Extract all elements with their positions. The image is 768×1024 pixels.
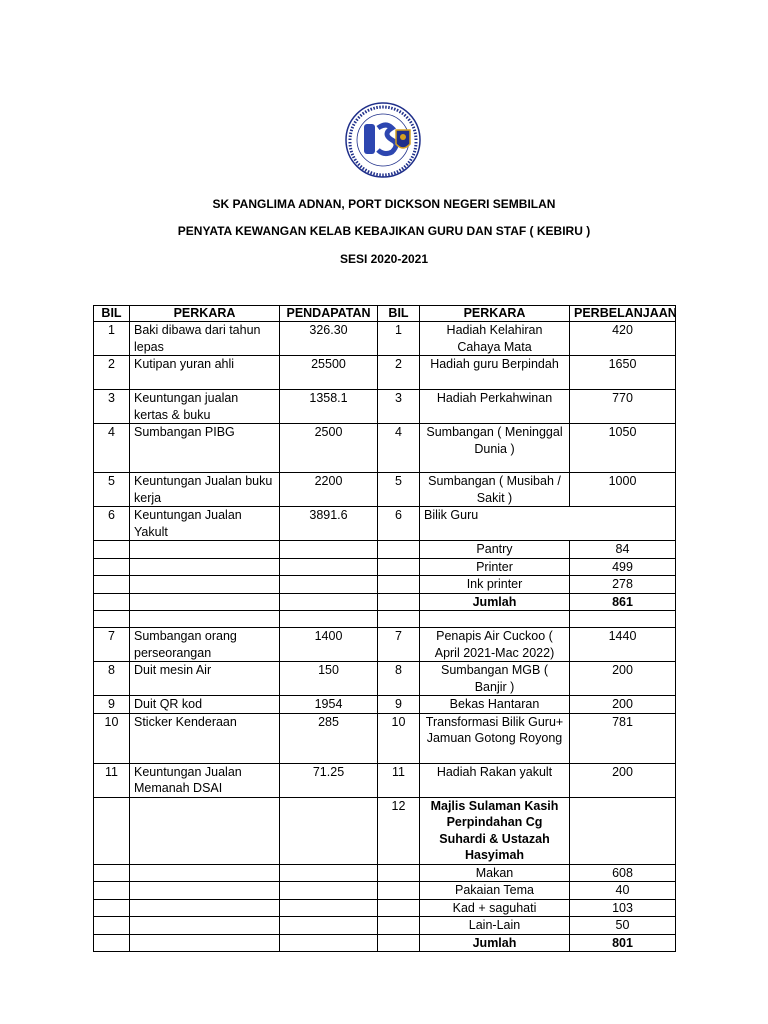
subitem-perkara: Pantry xyxy=(420,541,570,559)
subtotal-amount: 861 xyxy=(570,593,676,611)
income-bil: 11 xyxy=(94,763,130,797)
income-bil: 4 xyxy=(94,424,130,473)
school-logo xyxy=(336,100,430,180)
col-perkara-expense: PERKARA xyxy=(420,306,570,322)
expense-bil: 2 xyxy=(378,356,420,390)
expense-perkara: Sumbangan ( Musibah / Sakit ) xyxy=(420,473,570,507)
expense-amount: 1000 xyxy=(570,473,676,507)
table-row xyxy=(94,797,676,864)
income-bil: 8 xyxy=(94,662,130,696)
income-perkara: Duit mesin Air xyxy=(130,662,280,696)
col-pendapatan: PENDAPATAN xyxy=(280,306,378,322)
table-row xyxy=(94,473,676,507)
table-row xyxy=(94,507,676,541)
subitem-amount: 103 xyxy=(570,899,676,917)
table-row xyxy=(94,390,676,424)
col-perbelanjaan: PERBELANJAAN xyxy=(570,306,676,322)
table-header-row xyxy=(94,306,676,322)
income-bil: 6 xyxy=(94,507,130,541)
expense-bil: 4 xyxy=(378,424,420,473)
expense-bil: 1 xyxy=(378,322,420,356)
table-row xyxy=(94,356,676,390)
expense-perkara: Bekas Hantaran xyxy=(420,696,570,714)
school-title: SK PANGLIMA ADNAN, PORT DICKSON NEGERI SEMBILAN xyxy=(212,197,556,211)
expense-amount: 781 xyxy=(570,713,676,763)
income-amount: 2200 xyxy=(280,473,378,507)
expense-amount xyxy=(570,507,676,541)
income-perkara: Keuntungan Jualan Memanah DSAI xyxy=(130,763,280,797)
income-amount: 25500 xyxy=(280,356,378,390)
expense-perkara: Hadiah Rakan yakult xyxy=(420,763,570,797)
expense-amount: 200 xyxy=(570,696,676,714)
expense-amount: 1050 xyxy=(570,424,676,473)
expense-perkara: Hadiah Kelahiran Cahaya Mata xyxy=(420,322,570,356)
expense-perkara: Transformasi Bilik Guru+ Jamuan Gotong Royong xyxy=(420,713,570,763)
expense-bil: 6 xyxy=(378,507,420,541)
subtotal-row xyxy=(94,593,676,611)
expense-perkara: Sumbangan MGB ( Banjir ) xyxy=(420,662,570,696)
subitem-amount: 50 xyxy=(570,917,676,935)
statement-title: PENYATA KEWANGAN KELAB KEBAJIKAN GURU DAN STAF ( KEBIRU ) xyxy=(177,224,591,238)
subitem-amount: 608 xyxy=(570,864,676,882)
expense-bil: 8 xyxy=(378,662,420,696)
income-bil: 7 xyxy=(94,628,130,662)
income-amount: 150 xyxy=(280,662,378,696)
subitem-amount: 278 xyxy=(570,576,676,594)
subitem-row xyxy=(94,864,676,882)
subitem-amount: 84 xyxy=(570,541,676,559)
table-row xyxy=(94,713,676,763)
expense-amount: 770 xyxy=(570,390,676,424)
expense-bil: 11 xyxy=(378,763,420,797)
expense-perkara: Sumbangan ( Meninggal Dunia ) xyxy=(420,424,570,473)
income-amount: 2500 xyxy=(280,424,378,473)
income-perkara: Keuntungan jualan kertas & buku xyxy=(130,390,280,424)
expense-perkara: Hadiah guru Berpindah xyxy=(420,356,570,390)
income-amount: 1400 xyxy=(280,628,378,662)
income-bil: 9 xyxy=(94,696,130,714)
subitem-amount: 499 xyxy=(570,558,676,576)
subitem-row xyxy=(94,541,676,559)
income-amount: 3891.6 xyxy=(280,507,378,541)
income-bil: 1 xyxy=(94,322,130,356)
income-amount: 71.25 xyxy=(280,763,378,797)
subitem-perkara: Makan xyxy=(420,864,570,882)
expense-perkara: Penapis Air Cuckoo ( April 2021-Mac 2022) xyxy=(420,628,570,662)
income-bil: 5 xyxy=(94,473,130,507)
subitem-perkara: Kad + saguhati xyxy=(420,899,570,917)
table-row xyxy=(94,628,676,662)
income-perkara: Sumbangan orang perseorangan xyxy=(130,628,280,662)
income-perkara: Kutipan yuran ahli xyxy=(130,356,280,390)
expense-bil: 3 xyxy=(378,390,420,424)
income-perkara: Baki dibawa dari tahun lepas xyxy=(130,322,280,356)
empty-row xyxy=(94,611,676,628)
expense-bil: 7 xyxy=(378,628,420,662)
subtotal-label: Jumlah xyxy=(420,593,570,611)
income-perkara: Duit QR kod xyxy=(130,696,280,714)
expense-amount: 200 xyxy=(570,763,676,797)
income-perkara: Keuntungan Jualan Yakult xyxy=(130,507,280,541)
table-row xyxy=(94,763,676,797)
subtotal-row xyxy=(94,934,676,952)
subitem-amount: 40 xyxy=(570,882,676,900)
expense-bil: 9 xyxy=(378,696,420,714)
table-row xyxy=(94,322,676,356)
table-row xyxy=(94,424,676,473)
subitem-row xyxy=(94,882,676,900)
income-amount: 1358.1 xyxy=(280,390,378,424)
expense-bil: 12 xyxy=(378,797,420,864)
col-bil-income: BIL xyxy=(94,306,130,322)
subitem-perkara: Printer xyxy=(420,558,570,576)
subitem-row xyxy=(94,558,676,576)
col-perkara-income: PERKARA xyxy=(130,306,280,322)
expense-perkara: Majlis Sulaman Kasih Perpindahan Cg Suhardi & Ustazah Hasyimah xyxy=(420,797,570,864)
subitem-perkara: Lain-Lain xyxy=(420,917,570,935)
income-bil: 3 xyxy=(94,390,130,424)
expense-perkara: Bilik Guru xyxy=(420,507,570,541)
expense-bil: 10 xyxy=(378,713,420,763)
table-row xyxy=(94,662,676,696)
expense-amount: 1440 xyxy=(570,628,676,662)
income-bil: 10 xyxy=(94,713,130,763)
session-title: SESI 2020-2021 xyxy=(339,252,429,266)
expense-bil: 5 xyxy=(378,473,420,507)
subitem-perkara: Pakaian Tema xyxy=(420,882,570,900)
table-row xyxy=(94,696,676,714)
subtotal-amount: 801 xyxy=(570,934,676,952)
expense-amount: 200 xyxy=(570,662,676,696)
subitem-perkara: Ink printer xyxy=(420,576,570,594)
subitem-row xyxy=(94,576,676,594)
subitem-row xyxy=(94,917,676,935)
expense-amount: 1650 xyxy=(570,356,676,390)
financial-statement-table xyxy=(93,305,676,952)
col-bil-expense: BIL xyxy=(378,306,420,322)
subitem-row xyxy=(94,899,676,917)
income-amount: 1954 xyxy=(280,696,378,714)
expense-amount xyxy=(570,797,676,864)
income-perkara: Sumbangan PIBG xyxy=(130,424,280,473)
income-amount: 285 xyxy=(280,713,378,763)
expense-perkara: Hadiah Perkahwinan xyxy=(420,390,570,424)
income-amount: 326.30 xyxy=(280,322,378,356)
income-perkara: Sticker Kenderaan xyxy=(130,713,280,763)
expense-amount: 420 xyxy=(570,322,676,356)
subtotal-label: Jumlah xyxy=(420,934,570,952)
income-bil: 2 xyxy=(94,356,130,390)
income-perkara: Keuntungan Jualan buku kerja xyxy=(130,473,280,507)
